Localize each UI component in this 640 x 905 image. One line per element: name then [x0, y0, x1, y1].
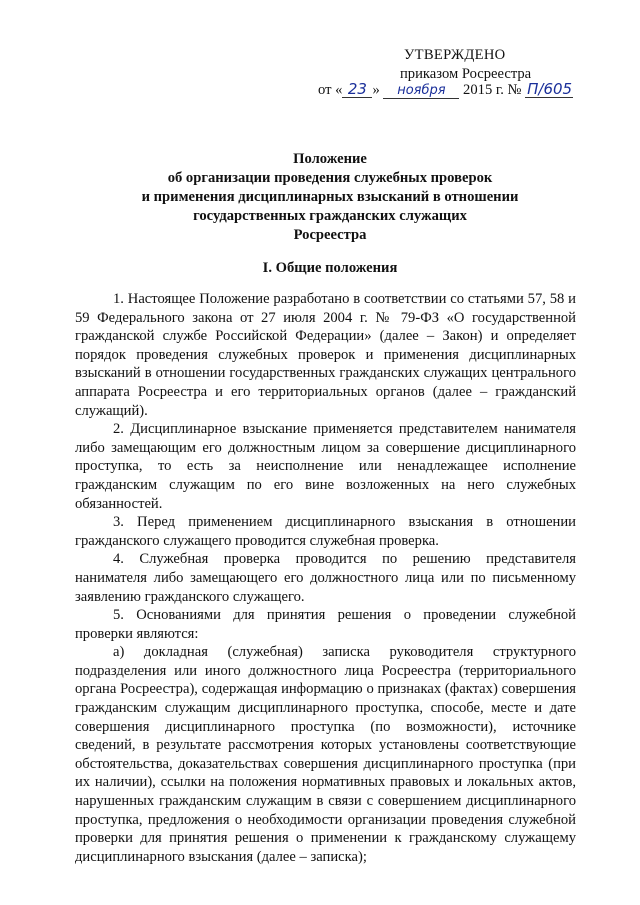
paragraph: а) докладная (служебная) записка руководителя структурного подразделения или иного должностного лица Росреестра (территориального органа Росреестра), содержащая информацию о признаках (фактах) совершения гражданским служащим дисциплинарного проступка, способе, месте и дате совершения дисциплинарного проступка (по возможности), источнике сведений, в результате рассмотрения которых установлены соответствующие обстоятельства, доказательствах совершения дисциплинарного проступка (при их наличии), ссылки на положения нормативных правовых и локальных актов, нарушенных гражданским служащим в связи с совершением дисциплинарного проступка, предложения о необходимости организации проведения служебной проверки для принятия решения о применении к гражданскому служащему дисциплинарного взыскания (далее – записка);: [75, 644, 576, 865]
handwritten-day: 23: [342, 82, 372, 98]
paragraph: 2. Дисциплинарное взыскание применяется представителем нанимателя либо замещающим его должностным лицом за совершение дисциплинарного проступка, то есть за неисполнение или ненадлежащее исполнение гражданским служащим по его вине возложенных на него служебных обязанностей.: [75, 421, 576, 512]
document-body: [75, 290, 576, 866]
handwritten-order-number: П/605: [527, 80, 573, 98]
paragraph: 4. Служебная проверка проводится по решению представителя нанимателя либо замещающего его должностного лица или по письменному заявлению гражданского служащего.: [75, 551, 576, 605]
date-year: 2015 г. №: [463, 82, 522, 98]
paragraph: 1. Настоящее Положение разработано в соответствии со статьями 57, 58 и 59 Федерального закона от 27 июля 2004 г. № 79-ФЗ «О государственной гражданской службе Российской Федерации» (далее – Закон) и определяет порядок проведения служебных проверок и применения дисциплинарных взысканий в отношении государственных гражданских служащих центрального аппарата Росреестра и его территориальных органов (далее – гражданский служащий).: [75, 291, 576, 419]
date-close-quote: »: [372, 82, 380, 98]
date-prefix: от «: [318, 82, 343, 98]
title-line: Положение: [293, 151, 367, 167]
approval-title: УТВЕРЖДЕНО: [404, 47, 506, 63]
approval-issuer: приказом Росреестра: [400, 66, 532, 82]
section-heading: I. Общие положения: [262, 260, 398, 276]
title-line: государственных гражданских служащих: [193, 208, 467, 224]
approval-date-line: [318, 81, 573, 100]
paragraph: 3. Перед применением дисциплинарного взыскания в отношении гражданского служащего проводится служебная проверка.: [75, 514, 576, 549]
title-line: об организации проведения служебных проверок: [167, 170, 493, 186]
paragraph: 5. Основаниями для принятия решения о проведении служебной проверки являются:: [75, 607, 576, 642]
document-title: [60, 150, 600, 245]
title-line: Росреестра: [293, 227, 367, 243]
handwritten-month: ноября: [383, 83, 459, 99]
title-line: и применения дисциплинарных взысканий в отношении: [141, 189, 519, 205]
